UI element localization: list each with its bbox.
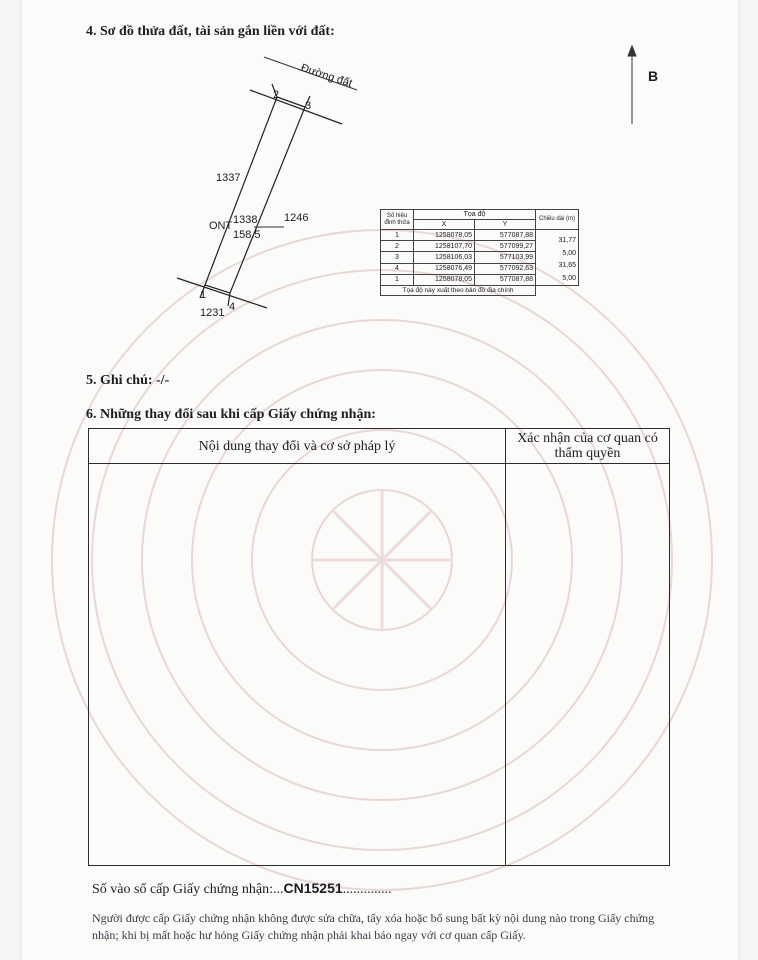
col-vertex-header: Số hiệu đỉnh thửa (381, 210, 414, 230)
x-cell: 1258076,49 (414, 263, 475, 274)
parcel-area: 158.5 (233, 229, 261, 241)
vertex-cell: 3 (381, 252, 414, 263)
register-prefix: Số vào số cấp Giấy chứng nhận:... (92, 882, 284, 897)
table-row (381, 230, 579, 241)
length-value: 5,00 (562, 249, 576, 257)
vertex-label-4: 4 (229, 301, 236, 313)
length-value: 31,65 (558, 262, 576, 269)
length-value: 5,00 (562, 274, 576, 282)
col-y-header: Y (475, 220, 536, 230)
parcel-outline (205, 97, 305, 293)
neighbor-parcel-1231: 1231 (200, 307, 225, 319)
neighbor-parcel-1246: 1246 (284, 212, 309, 224)
length-cell (536, 230, 579, 286)
parcel-number: 1338 (233, 214, 258, 226)
y-cell: 577087,88 (475, 230, 536, 241)
certificate-page (22, 0, 738, 960)
x-cell: 1258078,05 (414, 274, 475, 285)
land-type-label: ONT (209, 220, 233, 232)
vertex-cell: 2 (381, 241, 414, 252)
x-cell: 1258106,03 (414, 252, 475, 263)
section-4-title: 4. Sơ đồ thửa đất, tài sản gắn liền với đất: (86, 24, 335, 39)
section-6-title: 6. Những thay đổi sau khi cấp Giấy chứng nhận: (86, 407, 376, 422)
col-length-header: Chiều dài (m) (536, 210, 579, 230)
content-cell[interactable] (89, 464, 506, 866)
changes-table (88, 428, 670, 866)
register-line (92, 880, 392, 898)
vertex-label-1: 1 (200, 289, 207, 301)
north-label: B (648, 68, 659, 84)
col-confirm-header: Xác nhận của cơ quan có thẩm quyền (506, 429, 670, 464)
register-number: CN15251 (283, 880, 343, 896)
y-cell: 577087,88 (475, 274, 536, 285)
col-coords-header: Tọa độ (414, 210, 536, 220)
coordinate-note: Tọa độ này xuất theo bản đồ địa chính (381, 286, 536, 296)
road-label: Đường đất (299, 62, 354, 90)
y-cell: 577103,99 (475, 252, 536, 263)
confirm-cell[interactable] (506, 464, 670, 866)
x-cell: 1258078,05 (414, 230, 475, 241)
vertex-cell: 1 (381, 274, 414, 285)
x-cell: 1258107,70 (414, 241, 475, 252)
y-cell: 577099,27 (475, 241, 536, 252)
vertex-cell: 4 (381, 263, 414, 274)
road-boundary-line (250, 90, 342, 124)
col-content-header: Nội dung thay đổi và cơ sở pháp lý (89, 429, 506, 464)
section-5-title: 5. Ghi chú: -/- (86, 373, 170, 388)
col-x-header: X (414, 220, 475, 230)
y-cell: 577092,63 (475, 263, 536, 274)
vertex-label-3: 3 (305, 100, 312, 112)
coordinate-table (380, 209, 579, 296)
register-suffix: .............. (342, 882, 392, 897)
vertex-label-2: 2 (273, 89, 280, 101)
length-value: 31,77 (558, 237, 576, 244)
certificate-notice: Người được cấp Giấy chứng nhận không được sửa chữa, tẩy xóa hoặc bổ sung bất kỳ nội dung nào trong Giấy chứng nhận; khi bị mất hoặc hư hỏng Giấy chứng nhận phải khai báo ngay với cơ quan cấp Giấy. (92, 911, 655, 942)
neighbor-parcel-1337: 1337 (216, 172, 241, 184)
vertex-cell: 1 (381, 230, 414, 241)
south-boundary-line (177, 278, 267, 308)
